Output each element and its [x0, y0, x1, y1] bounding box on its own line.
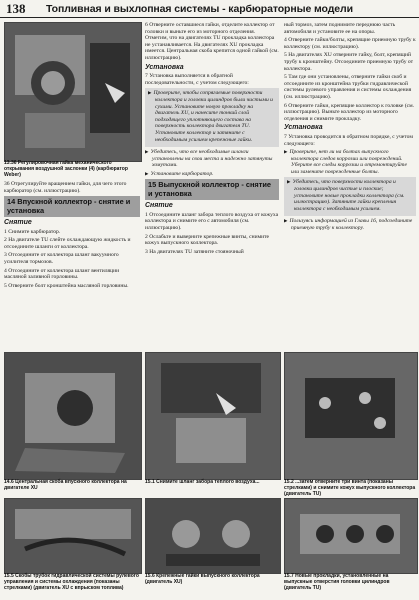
photo-13-36 — [4, 22, 142, 162]
section-15-removal-heading: Снятие — [145, 202, 173, 210]
page-header — [0, 0, 419, 18]
s15-p5a: 5 На двигателях XU отверните гайку, болт, крепящий трубу к кронштейну. Отсоедините приемную трубу от коллектора. — [284, 52, 414, 72]
s15-p2: 2 Ослабьте и выверните крепежные винты, снимите кожух выпускного коллектора. — [145, 233, 270, 247]
photo-14-6 — [4, 352, 142, 480]
s14-p1: 1 Снимите карбюратор. — [4, 228, 61, 235]
section-14-install-heading: Установка — [145, 63, 184, 71]
s14-bullet-2: ▶ Убедитесь, что все необходимые шланги установлены на свои места и надежно затянуты хомутами. — [145, 149, 279, 169]
s15-p3-cont: ный тормоз, затем поднимите переднюю часть автомобиля и установите ее на опоры. — [284, 22, 396, 35]
caption-15-1: 15.1 Снимите шланг забора теплого воздуха... — [145, 479, 260, 485]
s15-bullet-2: ▶ Убедитесь, что поверхности коллектора и головки цилиндров чистые и плоские; установите новые прокладки коллектора (см. иллюстрацию). Затяните гайки крепления коллектора с необходимым усилием. — [284, 177, 416, 216]
s14-bullet-3: ▶ Установите карбюратор. — [145, 171, 279, 178]
s14-p6: 6 Отверните оставшиеся гайки, отделите коллектор от головки и выньте его из моторного отделения. Отметим, что на двигателях TU прокладка коллектора не устанавливается. На двигателях XU прокладка имеется. Центральная скоба крепится одной гайкой (см. иллюстрацию). — [145, 22, 279, 61]
section-14-title: 14 Впускной коллектор - снятие и установка — [4, 196, 140, 217]
s14-p2: 2 На двигателе TU слейте охлаждающую жидкость и отсоедините шланги от коллектора. — [4, 237, 131, 250]
caption-15-5: 15.5 Скобы трубок гидравлической системы рулевого управления и системы охлаждения (показаны стрелками) (двигатель XU с впрыском топлива) — [4, 573, 139, 591]
s15-p1: 1 Отсоедините шланг забора теплого воздуха от кожуха коллектора и снимите его с автомобиля (см. иллюстрацию). — [145, 211, 279, 232]
photo-15-2 — [284, 352, 418, 480]
s14-p7: 7 Установка выполняется в обратной последовательности, с учетом следующего: — [145, 73, 249, 86]
photo-15-6 — [145, 498, 281, 574]
left-column — [4, 181, 140, 291]
s14-p5: 5 Отверните болт кронштейна масляной горловины. — [4, 282, 129, 289]
caption-14-6: 14.6 Центральная скоба впускного коллектора на двигателе XU — [4, 479, 127, 491]
section-15-install-heading: Установка — [284, 124, 323, 132]
middle-column — [145, 22, 279, 257]
s14-p3: 3 Отсоедините от коллектора шланг вакуумного усилителя тормозов. — [4, 252, 119, 265]
photo-15-1 — [145, 352, 281, 480]
s15-p5: 5 Там где они установлены, отверните гайки скоб и отсоедините из кронштейна трубки гидравлической системы рулевого управления и системы охлаждения (см. иллюстрацию). — [284, 74, 412, 100]
page-title: Топливная и выхлопная системы - карбюраторные модели — [46, 2, 353, 15]
s15-bullet-1: ▶ Проверьте, нет ли на болтах выпускного коллектора следов коррозии или повреждений. Уберите все следы коррозии и отремонтируйте или замените поврежденные болты. — [284, 149, 416, 175]
s15-p3: 3 На двигателях TU затяните стояночный — [145, 248, 244, 255]
s15-p6: 6 Отверните гайки, крепящие коллектор к головке (см. иллюстрацию). Выньте коллектор из моторного отделения и снимите прокладку. — [284, 102, 415, 122]
photo-15-7 — [284, 498, 418, 574]
para-13-36: 36 Отрегулируйте вращением гайки, для чего этого карбюратор (см. иллюстрацию). — [4, 181, 127, 194]
s15-p7: 7 Установка проводится в обратном порядке, с учетом следующего: — [284, 133, 413, 147]
s14-p4: 4 Отсоедините от коллектора шланг вентиляции масляной заливной горловины. — [4, 267, 120, 281]
s14-bullet-1: ▶ Проверьте, чтобы сопрягаемые поверхности коллектора и головки цилиндров были чистыми и сухими. Установите новую прокладку на двигатель XU, и нанесите тонкий слой подходящего уплотняющего состава на поверхность коллектора двигателя TU. Установите коллектор и затяните с необходимым усилием крепежные гайки. — [145, 88, 279, 147]
page-number: 138 — [6, 0, 26, 16]
s15-p4: 4 Отверните гайки/болты, крепящие приемную трубу к коллектору (см. иллюстрацию). — [284, 37, 416, 50]
caption-15-7: 15.7 Новые прокладки, установленные на выпускные отверстия головки цилиндров (двигатель TU) — [284, 573, 390, 591]
right-column — [284, 22, 416, 234]
photo-15-5 — [4, 498, 142, 574]
s15-bullet-3: ▶ Пользуясь информацией из Главы 16, подсоедините приемную трубу к коллектору. — [284, 218, 416, 231]
section-14-removal-heading: Снятие — [4, 219, 32, 226]
caption-13-36: 13.36 Регулировочная гайка механического открывания воздушной заслонки (4) (карбюратор Weber) — [4, 160, 128, 178]
caption-15-6: 15.6 Крепежные гайки выпускного коллектора (двигатель XU) — [145, 573, 260, 585]
section-15-title: 15 Выпускной коллектор - снятие и установка — [145, 179, 279, 200]
caption-15-2: 15.2 ...затем отверните три винта (показаны стрелками) и снимите кожух выпускного коллектора (двигатель TU) — [284, 479, 416, 497]
